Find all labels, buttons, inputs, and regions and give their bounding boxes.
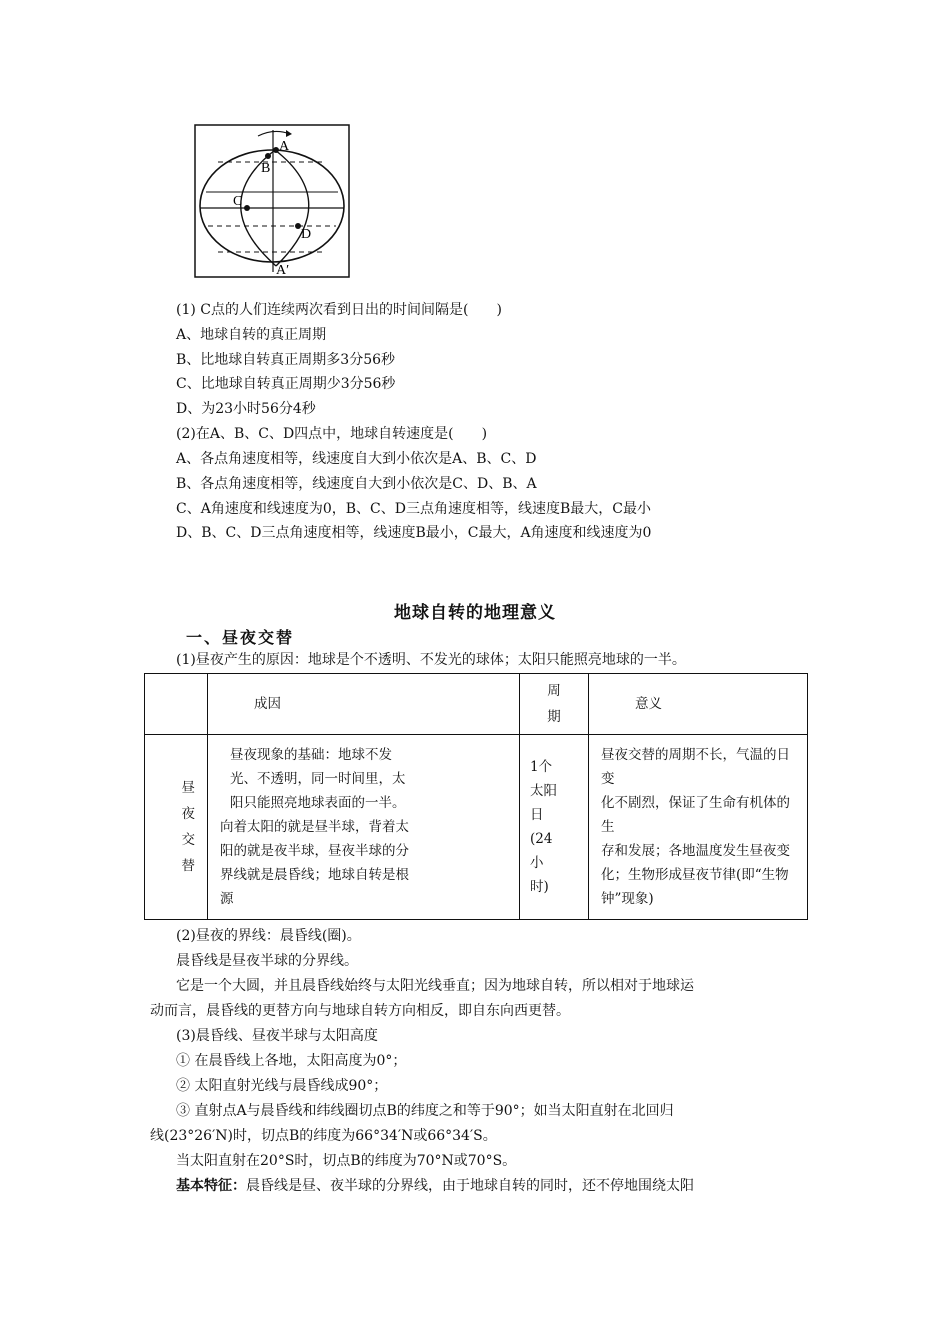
question-1-option-b: B、比地球自转真正周期多3分56秒 (176, 352, 396, 368)
question-1-option-d: D、为23小时56分4秒 (176, 401, 316, 417)
paragraph-great-circle-1: 它是一个大圆，并且晨昏线始终与太阳光线垂直；因为地球自转，所以相对于地球运 (176, 978, 694, 994)
paragraph-basic-features: 基本特征：晨昏线是昼、夜半球的分界线，由于地球自转的同时，还不停地围绕太阳 (176, 1178, 694, 1194)
paragraph-20s-example: 当太阳直射在20°S时，切点B的纬度为70°N或70°S。 (176, 1153, 517, 1169)
row-label-day-night: 昼 夜 交 替 (145, 735, 208, 920)
question-2-option-c: C、A角速度和线速度为0，B、C、D三点角速度相等，线速度B最大，C最小 (176, 501, 651, 517)
point-c (244, 205, 250, 211)
paragraph-terminator-boundary: 晨昏线是昼夜半球的分界线。 (176, 953, 358, 969)
question-2-option-a: A、各点角速度相等，线速度自大到小依次是A、B、C、D (176, 451, 537, 467)
basic-features-label: 基本特征： (176, 1178, 246, 1194)
point-2: ② 太阳直射光线与晨昏线成90°； (176, 1078, 388, 1094)
figure-frame (195, 125, 349, 277)
label-d: D (301, 227, 312, 242)
point-1: ① 在晨昏线上各地，太阳高度为0°； (176, 1053, 407, 1069)
label-b: B (261, 161, 271, 176)
table-row (145, 735, 808, 920)
globe-diagram (194, 124, 350, 278)
header-period: 周 期 (520, 674, 589, 735)
point-b (265, 153, 271, 159)
meaning-cell: 昼夜交替的周期不长，气温的日变 化不剧烈，保证了生命有机体的生 存和发展；各地温度发生昼夜变 化；生物形成昼夜节律(即“生物 钟”现象) (589, 735, 808, 920)
heading-day-night: 一、昼夜交替 (186, 628, 295, 647)
question-1: (1) C点的人们连续两次看到日出的时间间隔是( ) (176, 302, 502, 318)
rotation-arrow-icon (258, 131, 290, 136)
point-3-line-1: ③ 直射点A与晨昏线和纬线圈切点B的纬度之和等于90°；如当太阳直射在北回归 (176, 1103, 674, 1119)
label-a-bottom: A′ (276, 263, 290, 278)
question-2: (2)在A、B、C、D四点中，地球自转速度是( ) (176, 426, 488, 442)
question-1-option-a: A、地球自转的真正周期 (176, 327, 327, 343)
table-header-row (145, 674, 808, 735)
paragraph-great-circle-2: 动而言，晨昏线的更替方向与地球自转方向相反，即自东向西更替。 (150, 1003, 570, 1019)
paragraph-terminator-def: (2)昼夜的界线：晨昏线(圈)。 (176, 928, 361, 944)
intro-paragraph: (1)昼夜产生的原因：地球是个不透明、不发光的球体；太阳只能照亮地球的一半。 (176, 652, 686, 668)
cause-cell: 昼夜现象的基础：地球不发 光、不透明，同一时间里，太 阳只能照亮地球表面的一半。 向着太阳的就是昼半球，背着太 阳的就是夜半球，昼夜半球的分 界线就是晨昏线；地球自转是根 源 (208, 735, 520, 920)
period-cell: 1个 太阳 日 (24 小 时) (520, 735, 589, 920)
question-1-option-c: C、比地球自转真正周期少3分56秒 (176, 376, 396, 392)
question-2-option-d: D、B、C、D三点角速度相等，线速度B最小，C最大，A角速度和线速度为0 (176, 525, 652, 541)
globe-outline (200, 150, 344, 262)
paragraph-solar-altitude-heading: (3)晨昏线、昼夜半球与太阳高度 (176, 1028, 378, 1044)
point-3-line-2: 线(23°26′N)时，切点B的纬度为66°34′N或66°34′S。 (150, 1128, 497, 1144)
section-title: 地球自转的地理意义 (394, 603, 556, 623)
header-empty-cell (145, 674, 208, 735)
day-night-table (144, 673, 808, 920)
label-c: C (233, 194, 243, 209)
question-2-option-b: B、各点角速度相等，线速度自大到小依次是C、D、B、A (176, 476, 537, 492)
header-meaning: 意义 (589, 674, 808, 735)
label-a-top: A (279, 139, 290, 154)
header-cause: 成因 (208, 674, 520, 735)
